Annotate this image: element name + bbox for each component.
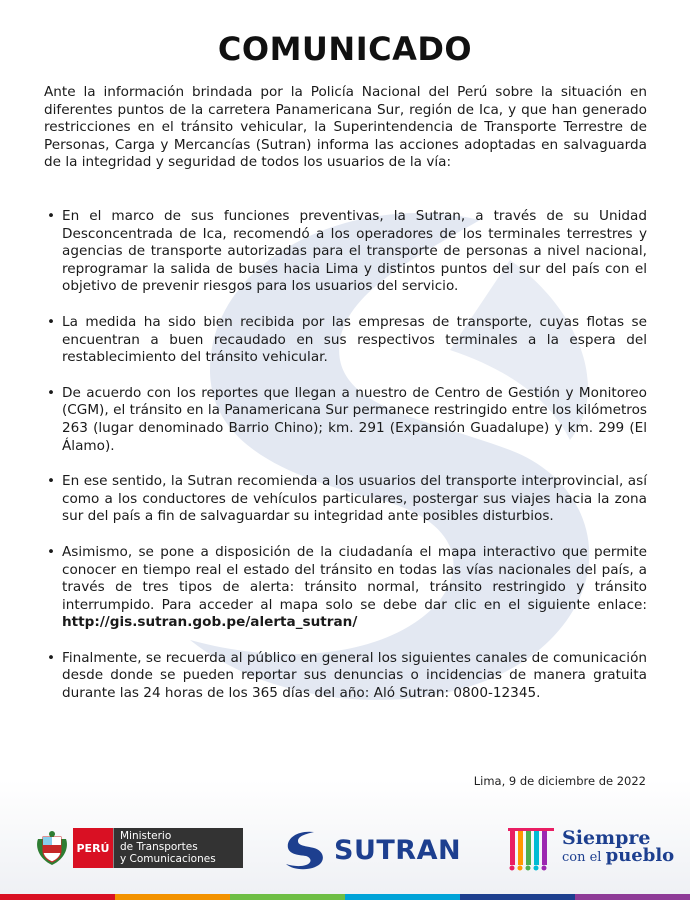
bullet-text: Finalmente, se recuerda al público en general los siguientes canales de comunicación desde donde se pueden reportar sus denuncias o incidencias de manera gratuita durante las 24 horas de los 365 días del año: Aló Sutran: 0800-12345. xyxy=(62,649,647,702)
bullet-icon: • xyxy=(47,384,56,401)
list-item xyxy=(44,314,647,367)
pueblo-text: pueblo xyxy=(605,845,675,866)
list-item xyxy=(44,385,647,455)
con-el-text: con el xyxy=(562,850,602,865)
list-item xyxy=(44,208,647,296)
people-icon xyxy=(506,822,556,872)
bullet-icon: • xyxy=(47,649,56,666)
siempre-con-el-pueblo-logo xyxy=(506,822,674,872)
bullet-icon: • xyxy=(47,313,56,330)
con-el-pueblo-text xyxy=(562,845,675,866)
peru-label: PERÚ xyxy=(73,828,113,868)
intro-paragraph: Ante la información brindada por la Policía Nacional del Perú sobre la situación en diferentes puntos de la carretera Panamericana Sur, región de Ica, y que han generado restricciones en el tránsito vehicular, la Superintendencia de Transporte Terrestre de Personas, Carga y Mercancías (Sutran) informa las acciones adoptadas en salvaguarda de la integridad y seguridad de todos los usuarios de la vía: xyxy=(44,84,647,171)
bullet-text: De acuerdo con los reportes que llegan a nuestro de Centro de Gestión y Monitoreo (CGM), el tránsito en la Panamericana Sur permanece restringido entre los kilómetros 263 (lugar denominado Barrio Chino); km. 291 (Expansión Guadalupe) y km. 299 (El Álamo). xyxy=(62,384,647,454)
bullet-text: En ese sentido, la Sutran recomienda a los usuarios del transporte interprovincial, así como a los conductores de vehículos particulares, postergar sus viajes hacia la zona sur del país a fin de salvaguardar su integridad ante posibles disturbios. xyxy=(62,473,647,525)
ministry-label xyxy=(113,828,243,868)
list-item xyxy=(44,544,647,632)
alert-map-link[interactable]: http://gis.sutran.gob.pe/alerta_sutran/ xyxy=(62,614,358,631)
footer-logos xyxy=(0,818,690,888)
date-line: Lima, 9 de diciembre de 2022 xyxy=(473,774,646,788)
page-title: COMUNICADO xyxy=(217,30,473,68)
bullet-icon: • xyxy=(47,543,56,560)
siempre-text: Siempre xyxy=(562,827,651,849)
peru-coat-of-arms-icon xyxy=(35,829,69,867)
bullet-icon: • xyxy=(47,208,56,224)
list-item xyxy=(44,650,647,703)
ministry-line: y Comunicaciones xyxy=(120,852,216,865)
sutran-logo xyxy=(284,830,461,870)
list-item xyxy=(44,473,647,526)
sutran-name: SUTRAN xyxy=(334,834,462,866)
bullet-text: La medida ha sido bien recibida por las empresas de transporte, cuyas flotas se encuentran a buen recaudado en sus respectivos terminales a la espera del restablecimiento del tránsito vehicular. xyxy=(62,313,647,366)
bullet-icon: • xyxy=(47,473,56,490)
bullet-text: Asimismo, se pone a disposición de la ciudadanía el mapa interactivo que permite conocer en tiempo real el estado del tránsito en todas las vías nacionales del país, a través de tres tipos de alerta: tránsito normal, tránsito restringido y tránsito interrumpido. Para acceder al mapa solo se debe dar clic en el siguiente enlace: xyxy=(62,543,647,613)
sutran-s-icon xyxy=(284,830,328,870)
bullet-text: En el marco de sus funciones preventivas, la Sutran, a través de su Unidad Desconcentrada de Ica, recomendó a los operadores de los terminales terrestres y agencias de transporte autorizadas para el transporte de personas a nivel nacional, reprogramar la salida de buses hacia Lima y distintos puntos del sur del país con el objetivo de prevenir riesgos para los usuarios del servicio. xyxy=(62,208,647,295)
government-logo xyxy=(35,828,243,868)
ministry-line: de Transportes xyxy=(120,841,198,854)
bullet-list xyxy=(44,208,647,721)
bottom-color-stripe xyxy=(0,894,690,900)
ministry-line: Ministerio xyxy=(120,829,172,842)
